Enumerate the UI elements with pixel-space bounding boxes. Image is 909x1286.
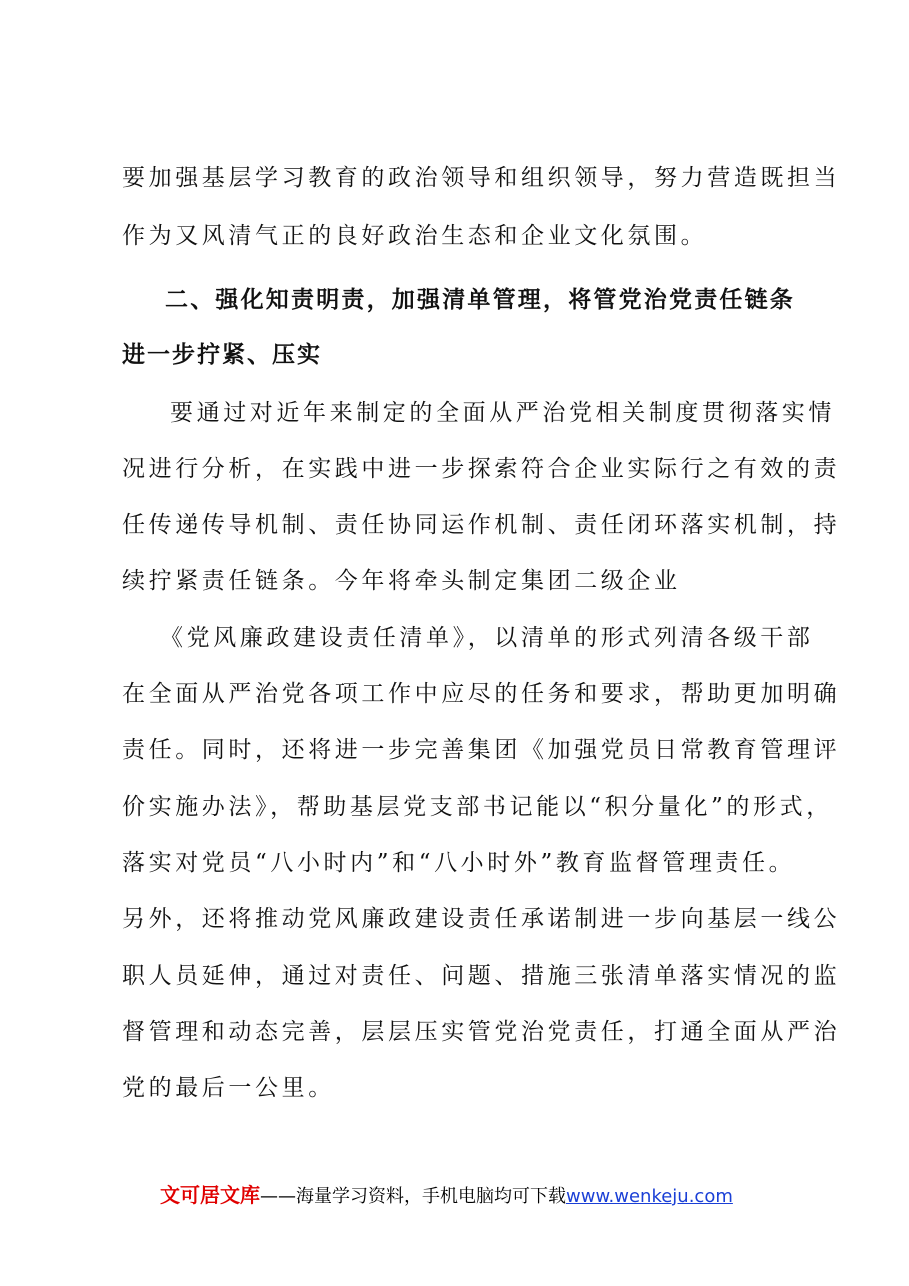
- footer-tagline: ——海量学习资料，手机电脑均可下载: [260, 1186, 566, 1207]
- footer-brand: 文可居文库: [160, 1183, 260, 1207]
- body-line: 责任。同时，还将进一步完善集团《加强党员日常教育管理评: [122, 737, 841, 763]
- body-line: 任传递传导机制、责任协同运作机制、责任闭环落实机制，持: [122, 512, 841, 538]
- body-line: 在全面从严治党各项工作中应尽的任务和要求，帮助更加明确: [122, 681, 841, 707]
- body-line: 要通过对近年来制定的全面从严治党相关制度贯彻落实情: [170, 400, 835, 426]
- section-heading-line: 二、强化知责明责，加强清单管理，将管党治党责任链条: [165, 287, 795, 313]
- footer-website-link[interactable]: www.wenkeju.com: [566, 1186, 733, 1207]
- body-line: 党的最后一公里。: [122, 1075, 335, 1101]
- body-line: 落实对党员“八小时内”和“八小时外”教育监督管理责任。: [122, 850, 796, 876]
- section-heading-line: 进一步拧紧、压实: [122, 342, 322, 368]
- body-line: 要加强基层学习教育的政治领导和组织领导，努力营造既担当: [122, 165, 841, 191]
- body-line: 价实施办法》，帮助基层党支部书记能以“积分量化”的形式，: [122, 794, 833, 820]
- body-line: 另外，还将推动党风廉政建设责任承诺制进一步向基层一线公: [122, 906, 841, 932]
- body-line: 督管理和动态完善，层层压实管党治党责任，打通全面从严治: [122, 1019, 841, 1045]
- body-line: 续拧紧责任链条。今年将牵头制定集团二级企业: [122, 568, 681, 594]
- body-line: 职人员延伸，通过对责任、问题、措施三张清单落实情况的监: [122, 963, 841, 989]
- body-line: 况进行分析，在实践中进一步探索符合企业实际行之有效的责: [122, 456, 841, 482]
- body-line: 《党风廉政建设责任清单》，以清单的形式列清各级干部: [160, 625, 814, 651]
- body-line: 作为又风清气正的良好政治生态和企业文化氛围。: [122, 223, 708, 249]
- footer-banner: [160, 1182, 733, 1210]
